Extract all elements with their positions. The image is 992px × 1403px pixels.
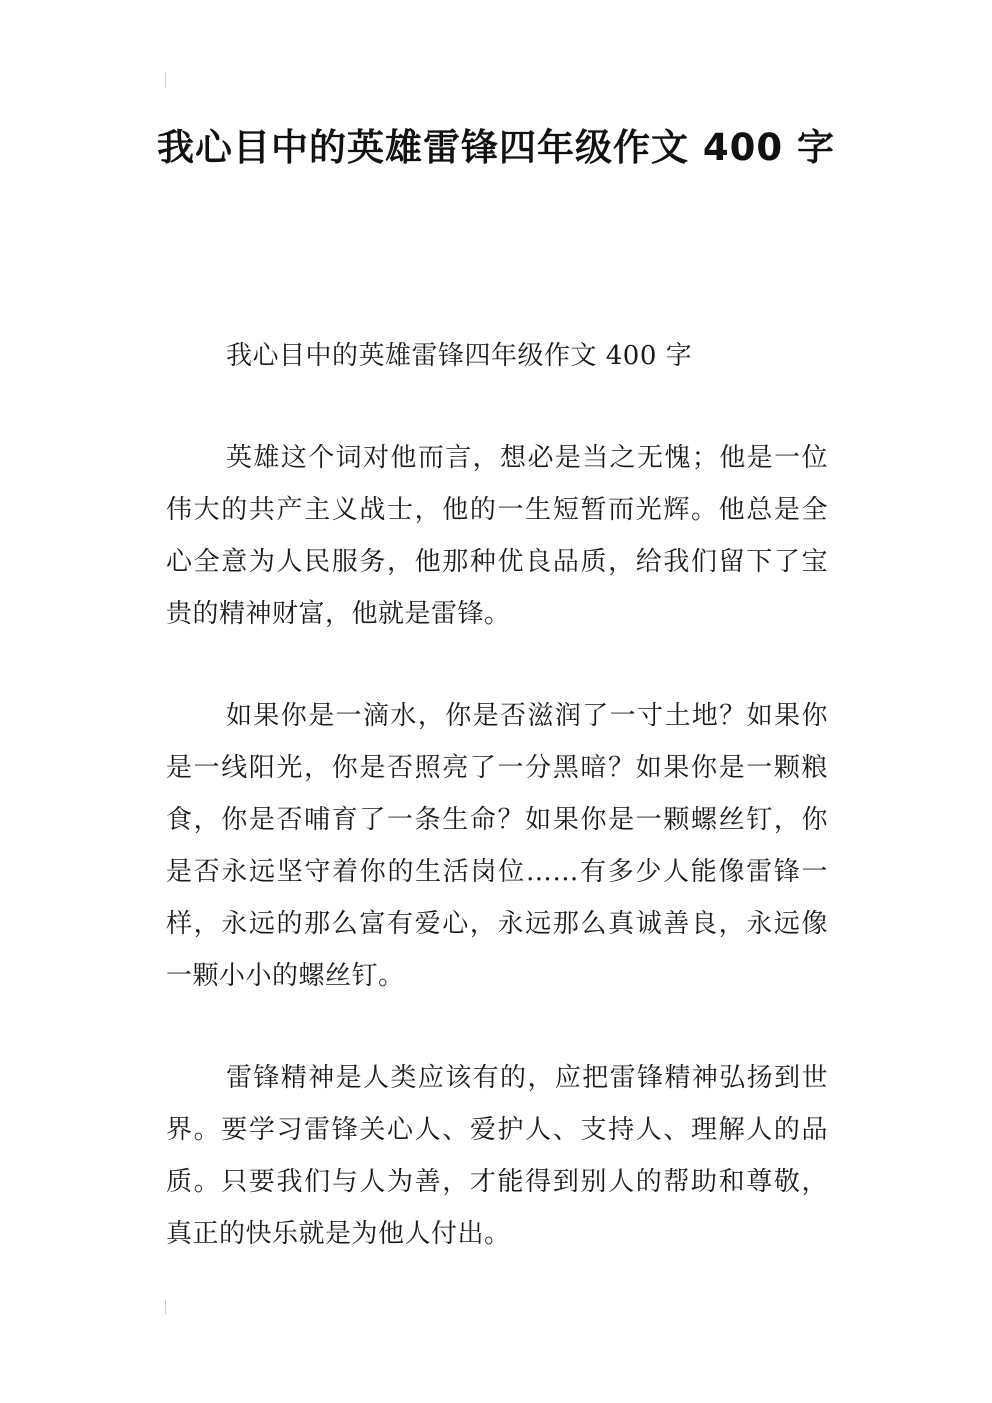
page-edge-mark-top (165, 72, 166, 88)
document-subtitle: 我心目中的英雄雷锋四年级作文 400 字 (226, 341, 693, 371)
document-body (166, 330, 828, 1260)
document-title: 我心目中的英雄雷锋四年级作文 400 字 (157, 126, 835, 169)
paragraph-1: 英雄这个词对他而言，想必是当之无愧；他是一位伟大的共产主义战士，他的一生短暂而光辉。他总是全心全意为人民服务，他那种优良品质，给我们留下了宝贵的精神财富，他就是雷锋。 (166, 443, 828, 629)
page-edge-mark-bottom (165, 1300, 166, 1314)
paragraph-3: 雷锋精神是人类应该有的，应把雷锋精神弘扬到世界。要学习雷锋关心人、爱护人、支持人、理解人的品质。只要我们与人为善，才能得到别人的帮助和尊敬，真正的快乐就是为他人付出。 (166, 1063, 828, 1249)
paragraph-2: 如果你是一滴水，你是否滋润了一寸土地？如果你是一线阳光，你是否照亮了一分黑暗？如果你是一颗粮食，你是否哺育了一条生命？如果你是一颗螺丝钉，你是否永远坚守着你的生活岗位……有多少人能像雷锋一样，永远的那么富有爱心，永远那么真诚善良，永远像一颗小小的螺丝钉。 (166, 701, 828, 991)
